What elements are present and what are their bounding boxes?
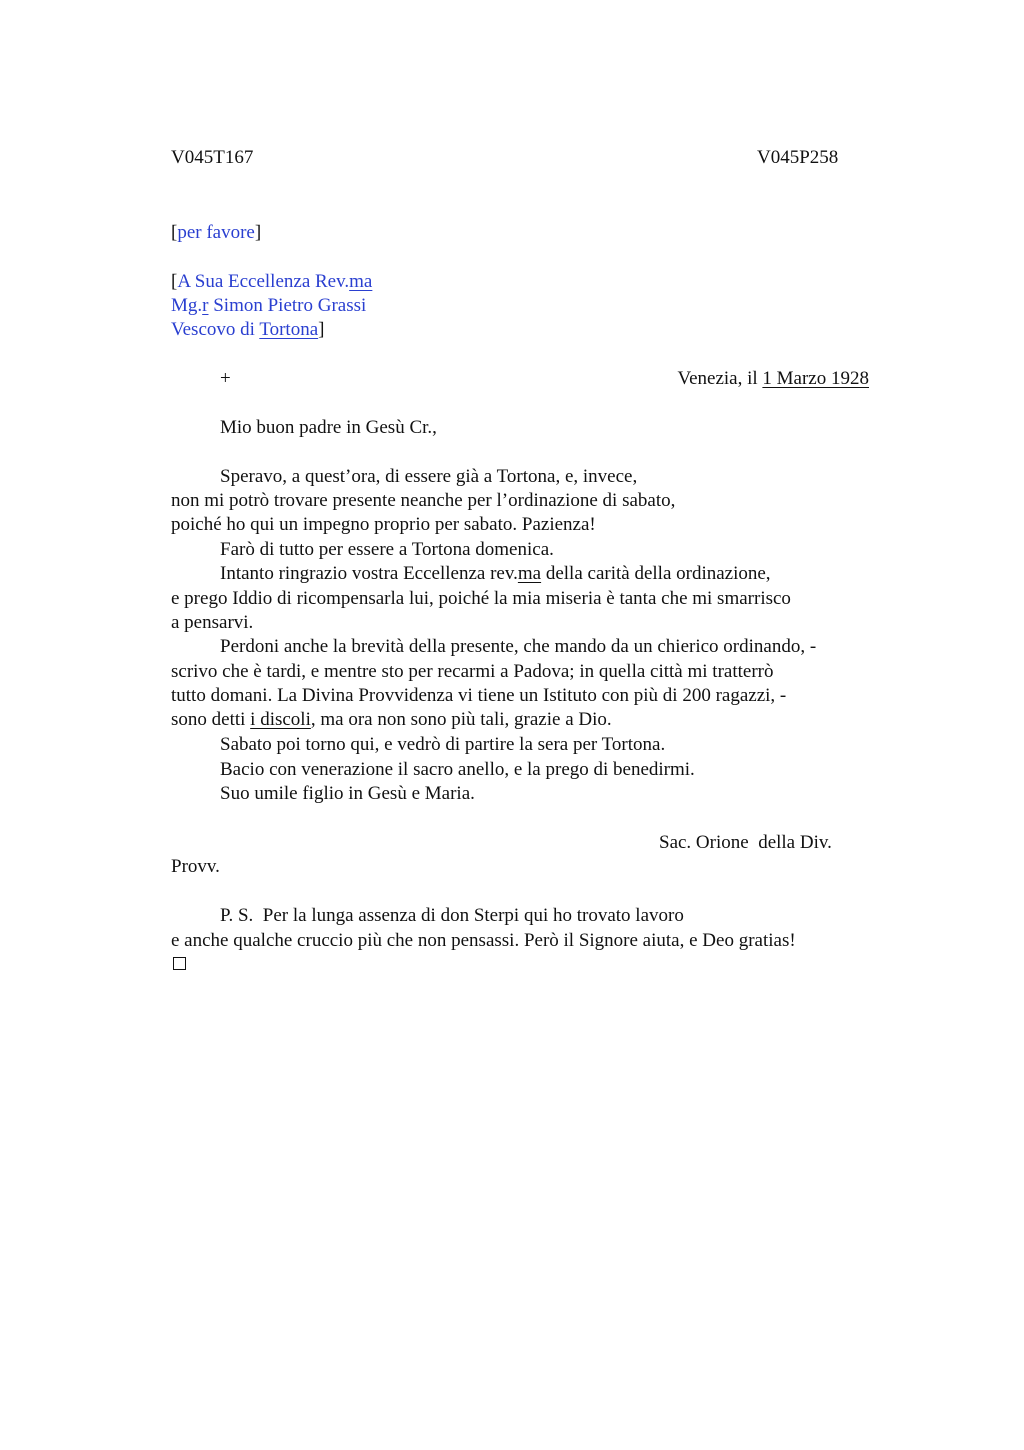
body-line: Sabato poi torno qui, e vedrò di partire la sera per Tortona. [220,734,666,755]
body-line: Bacio con venerazione il sacro anello, e la prego di benedirmi. [220,759,695,780]
address-title: Mg. [171,295,203,316]
address-line-1 [171,270,372,294]
body-text: della carità della ordinazione, [541,563,771,584]
signature-line-1: Sac. Orione della Div. [659,832,832,853]
signature-line-2: Provv. [171,856,220,877]
closing-line: Suo umile figlio in Gesù e Maria. [220,783,475,804]
address-honorific: A Sua Eccellenza Rev. [177,271,350,292]
body-line: tutto domani. La Divina Provvidenza vi tiene un Istituto con più di 200 ragazzi, - [171,685,787,706]
address-line-3 [171,318,324,342]
document-code-left: V045T167 [171,147,254,168]
dateline [677,367,869,391]
body-line [220,562,771,586]
body-line: Farò di tutto per essere a Tortona domenica. [220,539,554,560]
body-line: scrivo che è tardi, e mentre sto per recarmi a Padova; in quella città mi tratterrò [171,661,774,682]
body-line [171,708,612,732]
body-text: sono detti [171,709,251,730]
document-code-right: V045P258 [757,147,839,168]
address-name: Simon Pietro Grassi [208,295,367,316]
body-line: a pensarvi. [171,612,254,633]
body-line: e prego Iddio di ricompensarla lui, poiché la mia miseria è tanta che mi smarrisco [171,588,791,609]
body-underlined: i discoli [250,709,311,730]
dateline-date: 1 Marzo 1928 [762,368,869,389]
postscript-line-2: e anche qualche cruccio più che non pensassi. Però il Signore aiuta, e Deo gratias! [171,930,796,951]
address-role: Vescovo di [171,319,260,340]
address-abbrev: r [202,295,209,316]
bracket: ] [254,222,262,243]
dateline-place: Venezia, il [677,368,763,389]
body-line: non mi potrò trovare presente neanche per l’ordinazione di sabato, [171,490,676,511]
bracket: ] [318,319,325,340]
body-text: , ma ora non sono più tali, grazie a Dio. [310,709,612,730]
address-abbrev: ma [349,271,373,292]
body-line: Speravo, a quest’ora, di essere già a Tortona, e, invece, [220,466,638,487]
address-line-2 [171,294,366,318]
bracket: [ [171,271,178,292]
bracket: [ [171,222,178,243]
salutation: Mio buon padre in Gesù Cr., [220,417,437,438]
body-abbrev: ma [517,563,542,584]
delivery-text: per favore [177,222,255,243]
body-text: Intanto ringrazio vostra Eccellenza rev. [220,563,518,584]
end-square-mark [173,957,186,970]
body-line: Perdoni anche la brevità della presente, che mando da un chierico ordinando, - [220,636,817,657]
cross-mark: + [220,368,231,389]
postscript-line-1: P. S. Per la lunga assenza di don Sterpi qui ho trovato lavoro [220,905,684,926]
delivery-note [171,221,261,245]
address-place: Tortona [259,319,319,340]
body-line: poiché ho qui un impegno proprio per sabato. Pazienza! [171,514,596,535]
